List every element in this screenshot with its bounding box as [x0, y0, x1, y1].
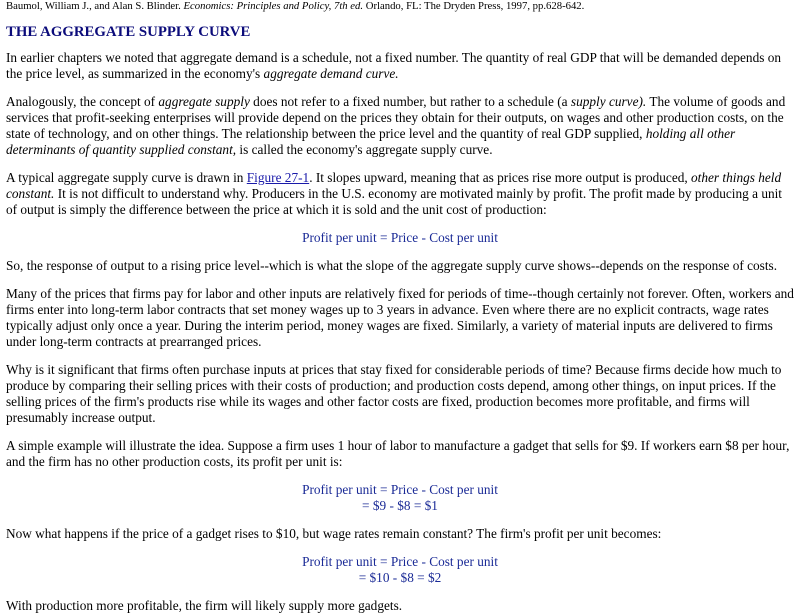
paragraph-1-emphasis: aggregate demand curve. — [263, 66, 399, 81]
equation-2 — [6, 482, 794, 514]
paragraph-3-text-1: A typical aggregate supply curve is drawn in — [6, 170, 247, 185]
figure-27-1-link[interactable]: Figure 27-1 — [246, 170, 310, 185]
equation-1-line-1: Profit per unit = Price - Cost per unit — [302, 230, 498, 245]
paragraph-8: Now what happens if the price of a gadget rises to $10, but wage rates remain constant? The firm's profit per unit becomes: — [6, 526, 662, 541]
paragraph-6: Why is it significant that firms often purchase inputs at prices that stay fixed for considerable periods of time? Because firms decide how much to produce by comparing their selling prices with their costs of production; and production costs depend, among other things, on input prices. If the selling prices of the firm's products rise while its wages and other factor costs are fixed, production becomes more profitable, and firms will presumably increase output. — [6, 362, 782, 425]
page-title: THE AGGREGATE SUPPLY CURVE — [6, 24, 251, 40]
paragraph-2-text-4: is called the economy's aggregate supply curve. — [236, 142, 493, 157]
paragraph-2-text-1: Analogously, the concept of — [6, 94, 159, 109]
paragraph-3-text-2: . It slopes upward, meaning that as prices rise more output is produced, — [309, 170, 692, 185]
citation — [6, 0, 794, 12]
paragraph-2-text-3: The volume of goods and services that profit-seeking enterprises will provide depend on the prices they obtain for their outputs, on wages and other production costs, on the state of technology, and on other things. The relationship between the price level and the quantity of real GDP supplied, — [6, 94, 786, 141]
citation-authors: Baumol, William J., and Alan S. Blinder. — [6, 0, 181, 12]
paragraph-2-emphasis-2: supply curve). — [570, 94, 647, 109]
paragraph-1 — [6, 50, 794, 82]
equation-1 — [6, 230, 794, 246]
equation-3 — [6, 554, 794, 586]
paragraph-4: So, the response of output to a rising price level--which is what the slope of the aggregate supply curve shows--depends on the response of costs. — [6, 258, 778, 273]
equation-3-line-2: = $10 - $8 = $2 — [358, 570, 442, 585]
paragraph-5: Many of the prices that firms pay for labor and other inputs are relatively fixed for periods of time--though certainly not forever. Often, workers and firms enter into long-term labor contracts that set money wages up to 3 years in advance. Even where there are no explicit contracts, wage rates typically adjust only once a year. During the interim period, money wages are fixed. Similarly, a variety of material inputs are delivered to firms under long-term contracts at prearranged prices. — [6, 286, 794, 349]
paragraph-1-text: In earlier chapters we noted that aggregate demand is a schedule, not a fixed number. The quantity of real GDP that will be demanded depends on the price level, as summarized in the economy's — [6, 50, 782, 81]
citation-publisher: Orlando, FL: The Dryden Press, 1997, pp.628-642. — [365, 0, 585, 12]
paragraph-2-emphasis-3: holding all other determinants of quantity supplied constant, — [6, 126, 736, 157]
paragraph-7: A simple example will illustrate the idea. Suppose a firm uses 1 hour of labor to manufacture a gadget that sells for $9. If workers earn $8 per hour, and the firm has no other production costs, its profit per unit is: — [6, 438, 790, 469]
paragraph-3-text-3: It is not difficult to understand why. Producers in the U.S. economy are motivated mainly by profit. The profit made by producing a unit of output is simply the difference between the price at which it is sold and the unit cost of production: — [6, 186, 783, 217]
paragraph-3-emphasis: other things held constant. — [6, 170, 782, 201]
paragraph-9: With production more profitable, the firm will likely supply more gadgets. — [6, 598, 403, 613]
paragraph-2-emphasis-1: aggregate supply — [158, 94, 250, 109]
equation-2-line-1: Profit per unit = Price - Cost per unit — [302, 482, 498, 497]
paragraph-3 — [6, 170, 794, 218]
equation-2-line-2: = $9 - $8 = $1 — [362, 498, 438, 513]
paragraph-2 — [6, 94, 794, 158]
citation-book: Economics: Principles and Policy, 7th ed. — [183, 0, 364, 12]
equation-3-line-1: Profit per unit = Price - Cost per unit — [302, 554, 498, 569]
paragraph-2-text-2: does not refer to a fixed number, but rather to a schedule (a — [249, 94, 571, 109]
